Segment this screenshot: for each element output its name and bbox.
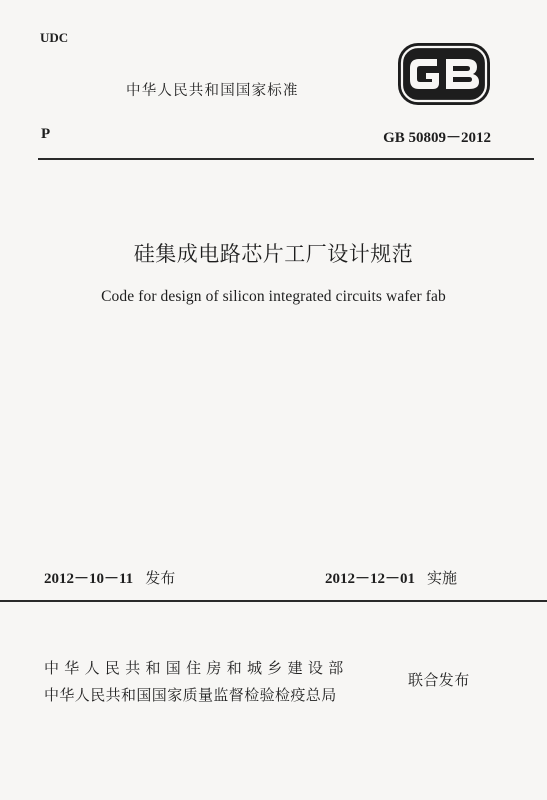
implement-date-line: [325, 567, 457, 588]
title-chinese: 硅集成电路芯片工厂设计规范: [133, 242, 414, 266]
implement-label: 实施: [427, 569, 458, 587]
title-english: Code for design of silicon integrated circuits wafer fab: [101, 288, 446, 305]
joint-issue-label: 联合发布: [408, 671, 470, 689]
udc-label: UDC: [40, 30, 69, 45]
issue-date: 2012－10－11: [44, 571, 134, 587]
issue-label: 发布: [145, 569, 176, 587]
issue-date-line: [44, 567, 175, 588]
classification-code: P: [41, 126, 51, 142]
issuer-ministry-housing: 中华人民共和国住房和城乡建设部: [44, 659, 349, 677]
bottom-divider: [0, 600, 547, 602]
issuer-quality-administration: 中华人民共和国国家质量监督检验检疫总局: [44, 686, 337, 704]
standard-number: GB 50809－2012: [383, 130, 491, 146]
gb-logo: [397, 39, 492, 109]
implement-date: 2012－12－01: [325, 571, 416, 587]
top-divider: [38, 158, 534, 160]
gb-logo-graphic: [397, 39, 492, 109]
standard-type: 中华人民共和国国家标准: [126, 83, 299, 99]
